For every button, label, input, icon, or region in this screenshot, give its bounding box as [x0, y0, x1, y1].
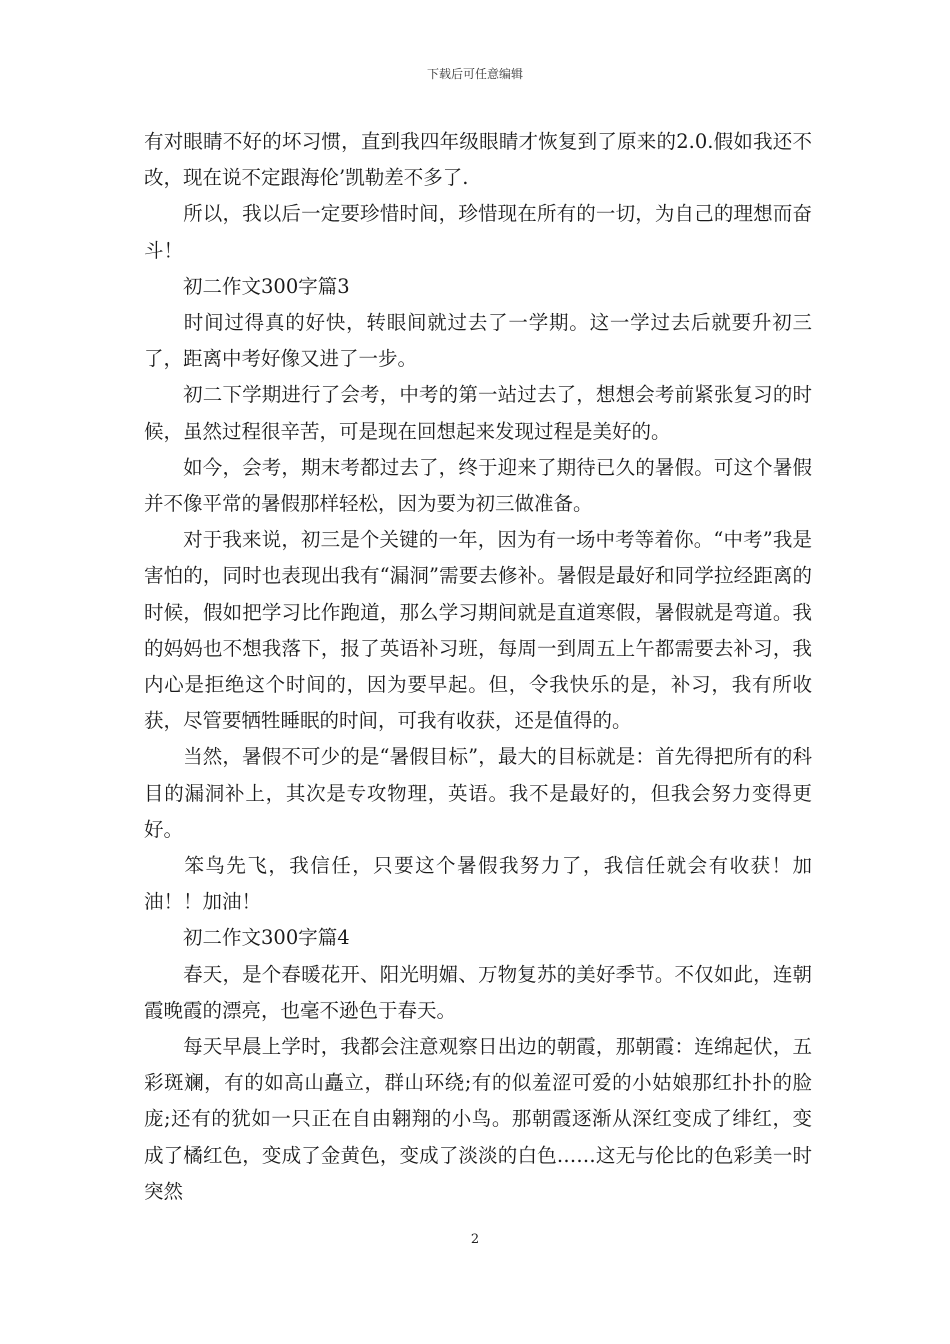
paragraph: [144, 196, 812, 268]
paragraph: [144, 739, 812, 848]
paragraph-text: 所以，我以后一定要珍惜时间，珍惜现在所有的一切，为自己的理想而奋斗！: [144, 202, 812, 262]
paragraph-text: 当然，暑假不可少的是“暑假目标”，最大的目标就是：首先得把所有的科目的漏洞补上，其次是专攻物理，英语。我不是最好的，但我会努力变得更好。: [144, 745, 812, 841]
paragraph: [144, 1029, 812, 1210]
paragraph: [144, 957, 812, 1029]
paragraph: [144, 848, 812, 920]
paragraph: [144, 124, 812, 196]
paragraph: [144, 920, 812, 956]
document-body: [144, 124, 812, 1210]
page-number: 2: [470, 1232, 480, 1247]
paragraph-text: 笨鸟先飞，我信任，只要这个暑假我努力了，我信任就会有收获！加油！！加油！: [144, 854, 812, 914]
paragraph: [144, 522, 812, 739]
page-header: 下载后可任意编辑: [426, 67, 523, 81]
paragraph-text: 初二作文300字篇3: [183, 274, 350, 298]
paragraph-text: 每天早晨上学时，我都会注意观察日出边的朝霞，那朝霞：连绵起伏，五彩斑斓，有的如高山矗立，群山环绕;有的似羞涩可爱的小姑娘那红扑扑的脸庞;还有的犹如一只正在自由翱翔的小鸟。那朝霞逐渐从深红变成了绯红，变成了橘红色，变成了金黄色，变成了淡淡的白色……这无与伦比的色彩美一时突然: [144, 1035, 812, 1203]
paragraph: [144, 450, 812, 522]
paragraph-text: 时间过得真的好快，转眼间就过去了一学期。这一学过去后就要升初三了，距离中考好像又进了一步。: [144, 311, 812, 371]
paragraph-text: 初二作文300字篇4: [183, 926, 350, 950]
paragraph-text: 有对眼睛不好的坏习惯，直到我四年级眼睛才恢复到了原来的2.0.假如我还不改，现在说不定跟海伦’凯勒差不多了.: [144, 130, 812, 190]
paragraph-text: 如今，会考，期末考都过去了，终于迎来了期待已久的暑假。可这个暑假并不像平常的暑假那样轻松，因为要为初三做准备。: [144, 455, 812, 516]
paragraph: [144, 305, 812, 377]
paragraph-text: 对于我来说，初三是个关键的一年，因为有一场中考等着你。“中考”我是害怕的，同时也表现出我有“漏洞”需要去修补。暑假是最好和同学拉经距离的时候，假如把学习比作跑道，那么学习期间就是直道寒假，暑假就是弯道。我的妈妈也不想我落下，报了英语补习班，每周一到周五上午都需要去补习，我内心是拒绝这个时间的，因为要早起。但，令我快乐的是，补习，我有所收获，尽管要牺牲睡眠的时间，可我有收获，还是值得的。: [144, 528, 812, 733]
paragraph-text: 初二下学期进行了会考，中考的第一站过去了，想想会考前紧张复习的时候，虽然过程很辛苦，可是现在回想起来发现过程是美好的。: [144, 383, 812, 443]
paragraph: [144, 269, 812, 305]
paragraph-text: 春天，是个春暖花开、阳光明媚、万物复苏的美好季节。不仅如此，连朝霞晚霞的漂亮，也毫不逊色于春天。: [144, 962, 812, 1022]
paragraph: [144, 377, 812, 449]
